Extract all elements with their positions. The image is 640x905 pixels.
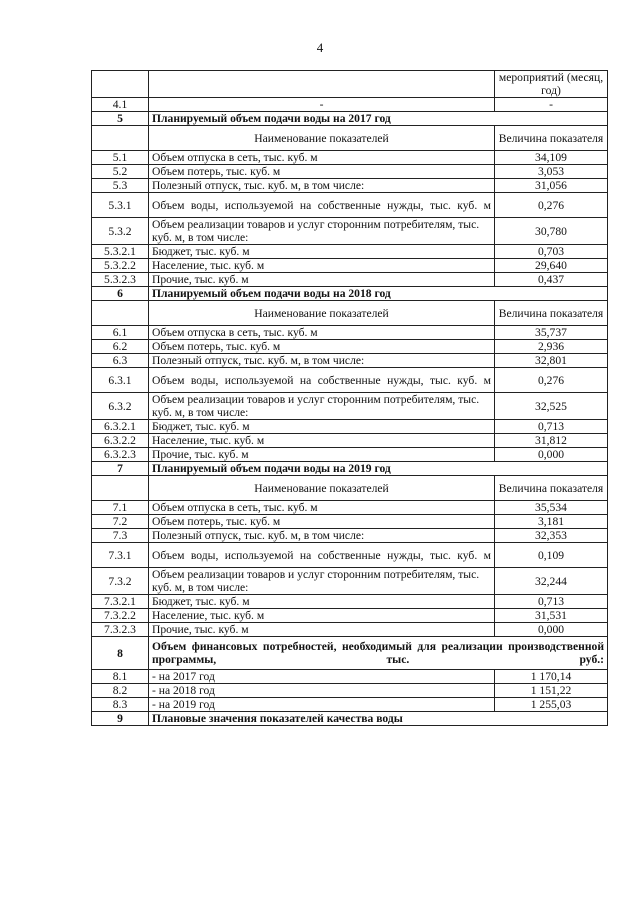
row-number <box>92 71 149 98</box>
indicator-name <box>149 71 495 98</box>
row-number: 7.3.2 <box>92 568 149 595</box>
indicator-value: 1 255,03 <box>495 698 608 712</box>
indicator-value: 35,534 <box>495 501 608 515</box>
table-row <box>92 179 608 193</box>
indicator-value: 1 170,14 <box>495 670 608 684</box>
indicator-value: 31,056 <box>495 179 608 193</box>
indicator-name: Прочие, тыс. куб. м <box>149 623 495 637</box>
empty-cell <box>92 126 149 151</box>
indicator-value: 34,109 <box>495 151 608 165</box>
indicator-name: Объем отпуска в сеть, тыс. куб. м <box>149 151 495 165</box>
table-row <box>92 568 608 595</box>
table-row <box>92 326 608 340</box>
table-row <box>92 609 608 623</box>
table-row <box>92 340 608 354</box>
row-number: 5.1 <box>92 151 149 165</box>
row-number: 5.3.2.3 <box>92 273 149 287</box>
indicator-name: Объем воды, используемой на собственные нужды, тыс. куб. м <box>149 543 495 568</box>
row-number: 5.3.2.1 <box>92 245 149 259</box>
indicator-value: 0,276 <box>495 368 608 393</box>
indicator-name: Население, тыс. куб. м <box>149 434 495 448</box>
table-row <box>92 670 608 684</box>
column-header-row <box>92 126 608 151</box>
indicator-name: Полезный отпуск, тыс. куб. м, в том числе: <box>149 179 495 193</box>
table-row <box>92 501 608 515</box>
table-row <box>92 245 608 259</box>
row-number: 7.2 <box>92 515 149 529</box>
table-row <box>92 368 608 393</box>
indicator-name: Прочие, тыс. куб. м <box>149 273 495 287</box>
section-title-row <box>92 462 608 476</box>
section-title-row <box>92 637 608 670</box>
section-title: Объем финансовых потребностей, необходимый для реализации производственной программы, тыс. руб.: <box>149 637 608 670</box>
empty-cell <box>92 301 149 326</box>
indicator-value: 1 151,22 <box>495 684 608 698</box>
indicator-name: Прочие, тыс. куб. м <box>149 448 495 462</box>
row-number: 8.1 <box>92 670 149 684</box>
column-header-name: Наименование показателей <box>149 126 495 151</box>
section-title: Плановые значения показателей качества воды <box>149 712 608 726</box>
row-number: 7.3.2.2 <box>92 609 149 623</box>
table-row <box>92 623 608 637</box>
row-number: 6.2 <box>92 340 149 354</box>
indicator-name: Полезный отпуск, тыс. куб. м, в том числе: <box>149 529 495 543</box>
column-header-name: Наименование показателей <box>149 476 495 501</box>
indicator-value: 0,713 <box>495 595 608 609</box>
table-row <box>92 354 608 368</box>
column-header-value: Величина показателя <box>495 126 608 151</box>
row-number: 6.3.2.1 <box>92 420 149 434</box>
table-row <box>92 448 608 462</box>
indicator-value: 2,936 <box>495 340 608 354</box>
indicator-name: Объем отпуска в сеть, тыс. куб. м <box>149 501 495 515</box>
indicator-value: 0,703 <box>495 245 608 259</box>
indicator-value: 0,437 <box>495 273 608 287</box>
column-header-name: Наименование показателей <box>149 301 495 326</box>
section-title-row <box>92 112 608 126</box>
indicator-name: Объем реализации товаров и услуг сторонним потребителям, тыс. куб. м, в том числе: <box>149 393 495 420</box>
table-row <box>92 595 608 609</box>
row-number: 5.3.1 <box>92 193 149 218</box>
indicator-name: Объем отпуска в сеть, тыс. куб. м <box>149 326 495 340</box>
table-row <box>92 684 608 698</box>
table-row <box>92 420 608 434</box>
production-program-table <box>91 70 608 726</box>
section-number: 8 <box>92 637 149 670</box>
table-row <box>92 529 608 543</box>
column-header-row <box>92 301 608 326</box>
indicator-value: - <box>495 98 608 112</box>
row-number: 7.3.1 <box>92 543 149 568</box>
indicator-name: Объем потерь, тыс. куб. м <box>149 165 495 179</box>
section-number: 5 <box>92 112 149 126</box>
row-number: 6.3.2 <box>92 393 149 420</box>
indicator-name: - на 2017 год <box>149 670 495 684</box>
row-number: 5.2 <box>92 165 149 179</box>
row-number: 4.1 <box>92 98 149 112</box>
row-number: 6.1 <box>92 326 149 340</box>
indicator-value: 31,531 <box>495 609 608 623</box>
indicator-name: Объем воды, используемой на собственные нужды, тыс. куб. м <box>149 368 495 393</box>
table-header-continuation <box>92 71 608 98</box>
row-number: 6.3.2.2 <box>92 434 149 448</box>
indicator-value: 0,000 <box>495 623 608 637</box>
indicator-value: 32,244 <box>495 568 608 595</box>
section-title-row <box>92 287 608 301</box>
table-row <box>92 393 608 420</box>
indicator-name: - на 2018 год <box>149 684 495 698</box>
indicator-value: 32,801 <box>495 354 608 368</box>
row-number: 5.3 <box>92 179 149 193</box>
indicator-value: 32,525 <box>495 393 608 420</box>
indicator-name: - <box>149 98 495 112</box>
row-number: 6.3.1 <box>92 368 149 393</box>
indicator-name: Население, тыс. куб. м <box>149 259 495 273</box>
section-title: Планируемый объем подачи воды на 2018 год <box>149 287 608 301</box>
row-number: 8.3 <box>92 698 149 712</box>
indicator-value: 35,737 <box>495 326 608 340</box>
section-title: Планируемый объем подачи воды на 2019 год <box>149 462 608 476</box>
table-row <box>92 698 608 712</box>
section-number: 9 <box>92 712 149 726</box>
row-number: 5.3.2.2 <box>92 259 149 273</box>
indicator-value: 0,713 <box>495 420 608 434</box>
row-number: 7.3 <box>92 529 149 543</box>
indicator-name: Бюджет, тыс. куб. м <box>149 420 495 434</box>
indicator-value: 0,109 <box>495 543 608 568</box>
indicator-name: Население, тыс. куб. м <box>149 609 495 623</box>
indicator-value: 32,353 <box>495 529 608 543</box>
indicator-name: Объем реализации товаров и услуг сторонним потребителям, тыс. куб. м, в том числе: <box>149 218 495 245</box>
section-number: 6 <box>92 287 149 301</box>
indicator-value: 3,181 <box>495 515 608 529</box>
table-row <box>92 151 608 165</box>
indicator-name: Бюджет, тыс. куб. м <box>149 595 495 609</box>
indicator-name: - на 2019 год <box>149 698 495 712</box>
indicator-name: Бюджет, тыс. куб. м <box>149 245 495 259</box>
empty-cell <box>92 476 149 501</box>
indicator-value: 30,780 <box>495 218 608 245</box>
indicator-value: 29,640 <box>495 259 608 273</box>
section-number: 7 <box>92 462 149 476</box>
table-row <box>92 259 608 273</box>
section-title-row <box>92 712 608 726</box>
column-header-value: Величина показателя <box>495 301 608 326</box>
table-row <box>92 434 608 448</box>
table-row <box>92 98 608 112</box>
table-row <box>92 218 608 245</box>
row-number: 8.2 <box>92 684 149 698</box>
indicator-name: Объем воды, используемой на собственные нужды, тыс. куб. м <box>149 193 495 218</box>
row-number: 6.3 <box>92 354 149 368</box>
row-number: 5.3.2 <box>92 218 149 245</box>
column-header-row <box>92 476 608 501</box>
table-row <box>92 515 608 529</box>
section-title: Планируемый объем подачи воды на 2017 год <box>149 112 608 126</box>
row-number: 7.3.2.3 <box>92 623 149 637</box>
page-number: 4 <box>316 40 324 55</box>
indicator-value: 0,000 <box>495 448 608 462</box>
indicator-value: 0,276 <box>495 193 608 218</box>
row-number: 6.3.2.3 <box>92 448 149 462</box>
indicator-value: 31,812 <box>495 434 608 448</box>
indicator-name: Объем реализации товаров и услуг сторонним потребителям, тыс. куб. м, в том числе: <box>149 568 495 595</box>
indicator-name: Объем потерь, тыс. куб. м <box>149 515 495 529</box>
column-header-value: Величина показателя <box>495 476 608 501</box>
indicator-value: 3,053 <box>495 165 608 179</box>
row-number: 7.3.2.1 <box>92 595 149 609</box>
table-row <box>92 193 608 218</box>
row-number: 7.1 <box>92 501 149 515</box>
indicator-name: Полезный отпуск, тыс. куб. м, в том числе: <box>149 354 495 368</box>
indicator-name: Объем потерь, тыс. куб. м <box>149 340 495 354</box>
table-row <box>92 165 608 179</box>
table-row <box>92 273 608 287</box>
column-header-deadline: мероприятий (месяц, год) <box>495 71 608 98</box>
table-row <box>92 543 608 568</box>
